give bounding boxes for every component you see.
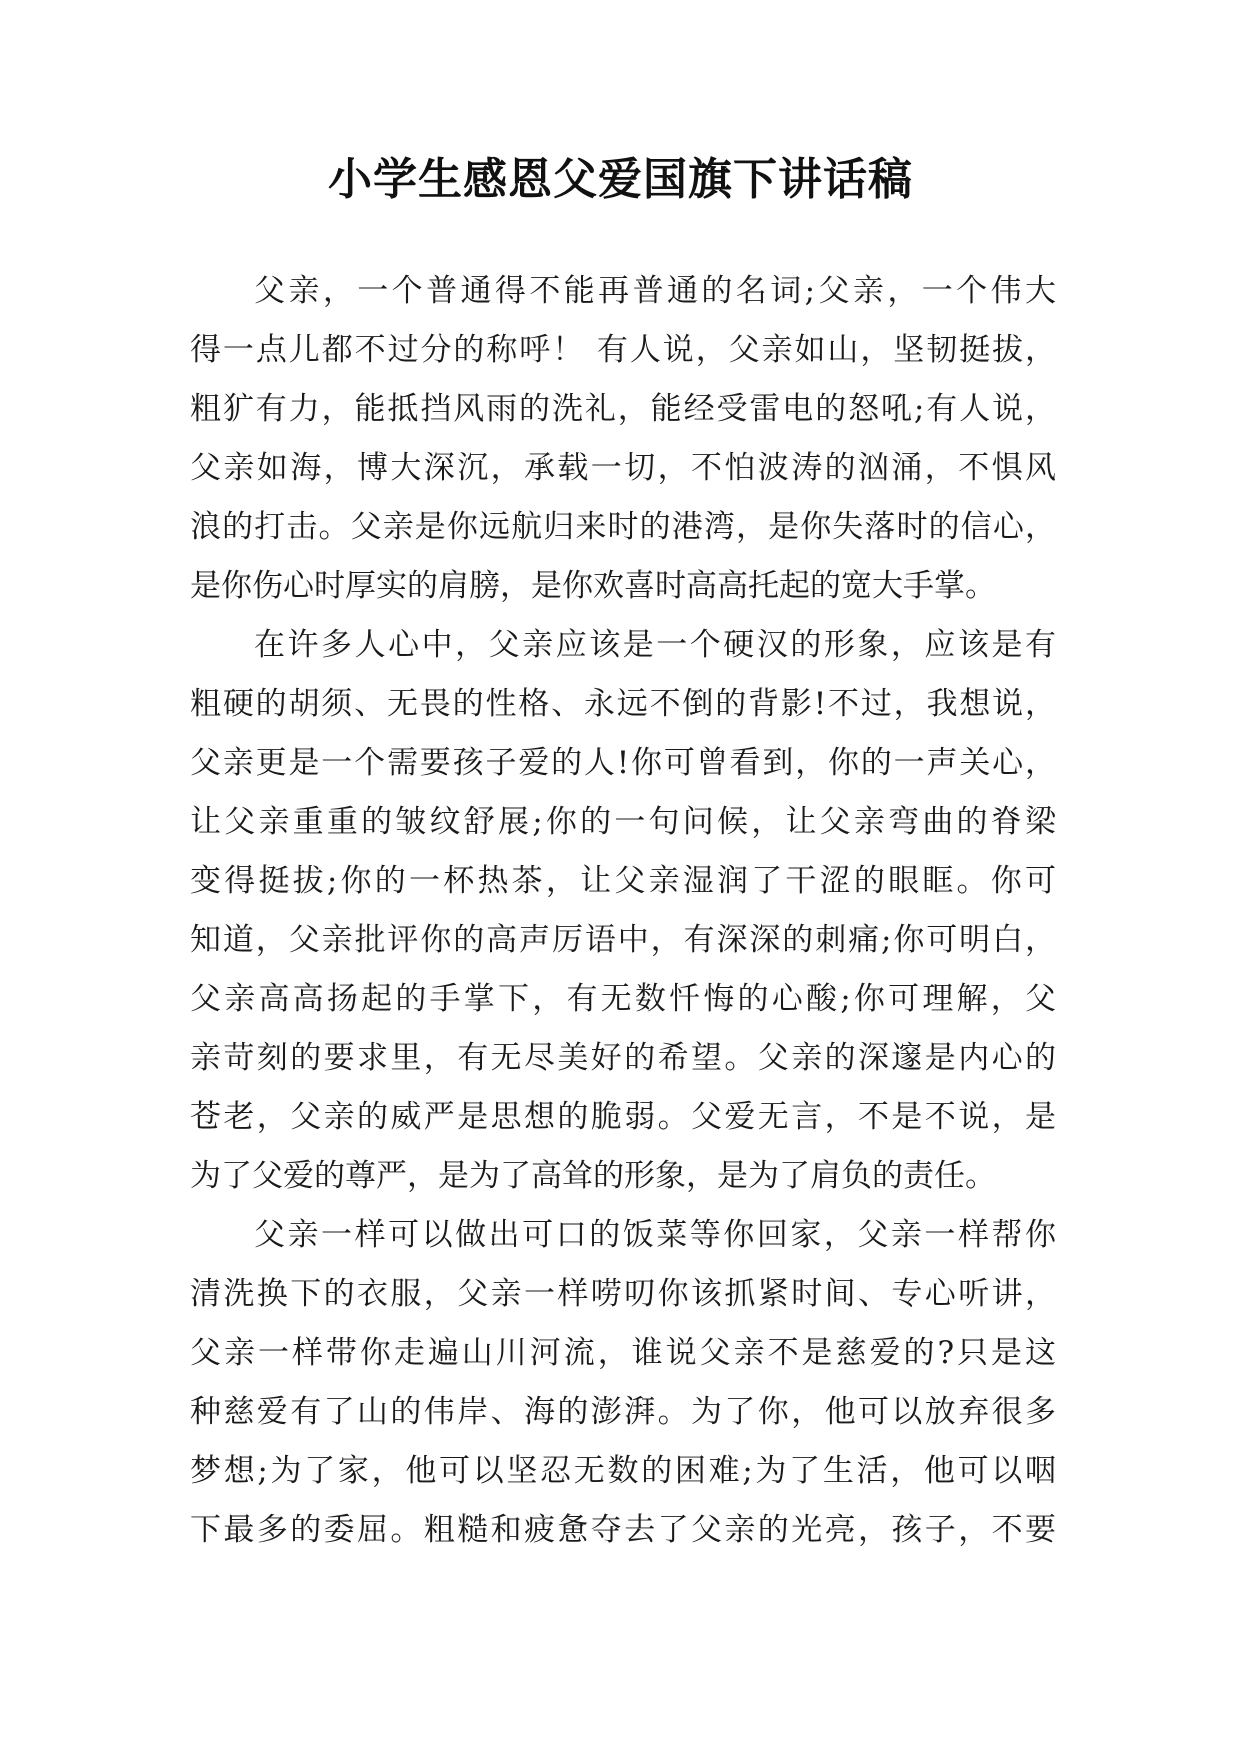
body-line: 粗犷有力，能抵挡风雨的洗礼，能经受雷电的怒吼;有人说， (190, 391, 1056, 427)
body-line: 父亲一样带你走遍山川河流，谁说父亲不是慈爱的?只是这 (190, 1335, 1056, 1371)
body-line: 清洗换下的衣服，父亲一样唠叨你该抓紧时间、专心听讲， (190, 1276, 1056, 1312)
body-line: 得一点儿都不过分的称呼！ 有人说，父亲如山，坚韧挺拔， (190, 332, 1056, 368)
body-line: 是你伤心时厚实的肩膀，是你欢喜时高高托起的宽大手掌。 (190, 568, 996, 604)
body-line: 知道，父亲批评你的高声厉语中，有深深的刺痛;你可明白， (190, 922, 1056, 958)
body-line: 父亲一样可以做出可口的饭菜等你回家，父亲一样帮你 (254, 1217, 1056, 1253)
body-line: 浪的打击。父亲是你远航归来时的港湾，是你失落时的信心， (190, 509, 1056, 545)
body-line: 父亲如海，博大深沉，承载一切，不怕波涛的汹涌，不惧风 (190, 450, 1056, 486)
body-line: 亲苛刻的要求里，有无尽美好的希望。父亲的深邃是内心的 (190, 1040, 1056, 1076)
body-line: 父亲高高扬起的手掌下，有无数忏悔的心酸;你可理解，父 (190, 981, 1056, 1017)
body-line: 父亲更是一个需要孩子爱的人!你可曾看到，你的一声关心， (190, 745, 1056, 781)
body-line: 梦想;为了家，他可以坚忍无数的困难;为了生活，他可以咽 (190, 1453, 1056, 1489)
document-title: 小学生感恩父爱国旗下讲话稿 (328, 154, 913, 205)
body-line: 变得挺拔;你的一杯热茶，让父亲湿润了干涩的眼眶。你可 (190, 863, 1056, 899)
body-line: 让父亲重重的皱纹舒展;你的一句问候，让父亲弯曲的脊梁 (190, 804, 1056, 840)
body-line: 下最多的委屈。粗糙和疲惫夺去了父亲的光亮，孩子，不要 (190, 1512, 1056, 1548)
body-line: 在许多人心中，父亲应该是一个硬汉的形象，应该是有 (254, 627, 1056, 663)
body-line: 苍老，父亲的威严是思想的脆弱。父爱无言，不是不说，是 (190, 1099, 1056, 1135)
body-line: 粗硬的胡须、无畏的性格、永远不倒的背影!不过，我想说， (190, 686, 1056, 722)
body-line: 种慈爱有了山的伟岸、海的澎湃。为了你，他可以放弃很多 (190, 1394, 1056, 1430)
document-body (190, 262, 1056, 1560)
body-line: 父亲，一个普通得不能再普通的名词;父亲，一个伟大 (254, 273, 1056, 309)
body-line: 为了父爱的尊严，是为了高耸的形象，是为了肩负的责任。 (190, 1158, 996, 1194)
